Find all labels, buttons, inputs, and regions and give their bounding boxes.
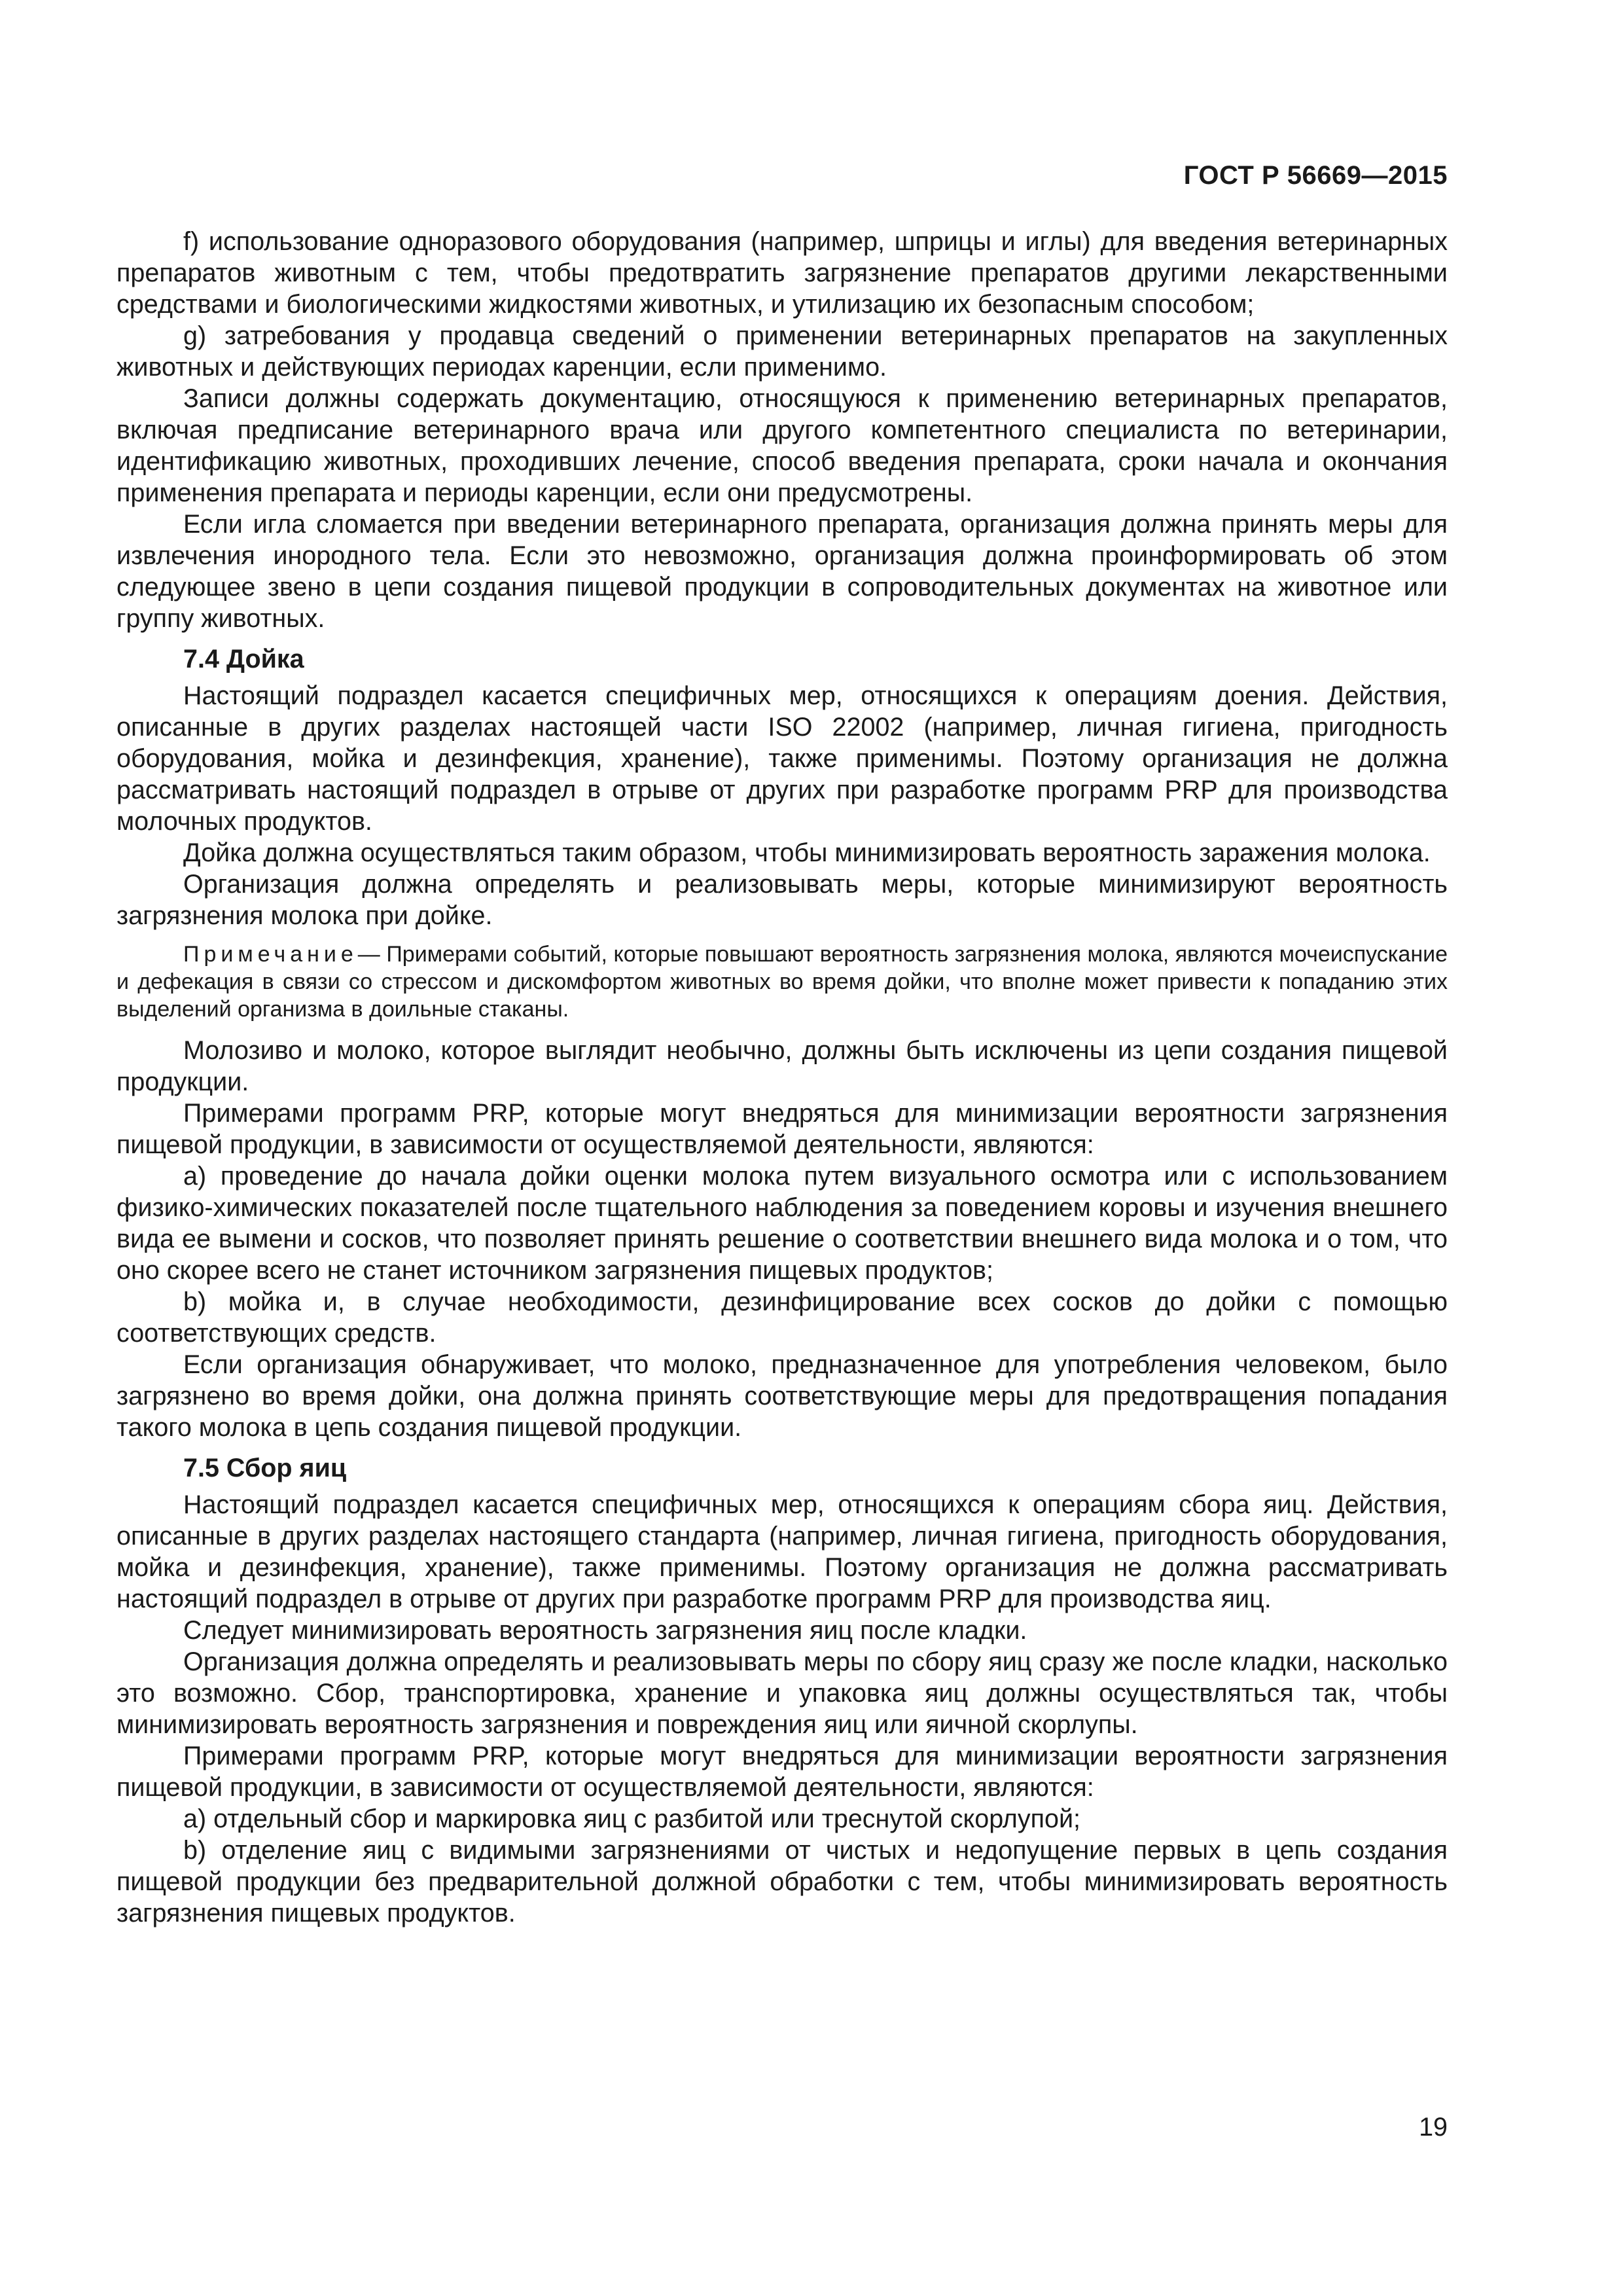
paragraph: Следует минимизировать вероятность загрязнения яиц после кладки. — [183, 1616, 1027, 1645]
paragraph: Настоящий подраздел касается специфичных мер, относящихся к операциям сбора яиц. Действия, описанные в других разделах настоящего стандарта (например, личная гигиена, пригодность оборудования, мойка и дезинфекция, хранение), также применимы. Поэтому организация не должна рассматривать настоящий подраздел в отрыве от других при разработке программ PRP для производства яиц. — [116, 1490, 1448, 1613]
list-item: b) мойка и, в случае необходимости, дезинфицирование всех сосков до дойки с помощью соответствующих средств. — [116, 1287, 1448, 1348]
list-item: b) отделение яиц с видимыми загрязнениями от чистых и недопущение первых в цепь создания пищевой продукции без предварительной должной обработки с тем, чтобы минимизировать вероятность загрязнения пищевых продуктов. — [116, 1836, 1448, 1928]
paragraph: Молозиво и молоко, которое выглядит необычно, должны быть исключены из цепи создания пищевой продукции. — [116, 1036, 1448, 1096]
paragraph: Дойка должна осуществляться таким образом, чтобы минимизировать вероятность заражения молока. — [183, 838, 1431, 867]
section-heading-7-4: 7.4 Дойка — [183, 645, 304, 673]
paragraph: Настоящий подраздел касается специфичных мер, относящихся к операциям доения. Действия, описанные в других разделах настоящей части ISO 22002 (например, личная гигиена, пригодность оборудования, мойка и дезинфекция, хранение), также применимы. Поэтому организация не должна рассматривать настоящий подраздел в отрыве от других при разработке программ PRP для производства молочных продуктов. — [116, 681, 1448, 836]
paragraph: f) использование одноразового оборудования (например, шприцы и иглы) для введения ветеринарных препаратов животным с тем, чтобы предотвратить загрязнение препаратов другими лекарственными средствами и биологическими жидкостями животных, и утилизацию их безопасным способом; — [116, 227, 1448, 319]
section-heading-7-5: 7.5 Сбор яиц — [183, 1454, 347, 1482]
document-body — [116, 226, 1448, 1929]
paragraph: Организация должна определять и реализовывать меры, которые минимизируют вероятность загрязнения молока при дойке. — [116, 870, 1448, 930]
paragraph: Если организация обнаруживает, что молоко, предназначенное для употребления человеком, было загрязнено во время дойки, она должна принять соответствующие меры для предотвращения попадания такого молока в цепь создания пищевой продукции. — [116, 1350, 1448, 1442]
document-page — [116, 0, 1448, 2296]
note-text: — Примерами событий, которые повышают вероятность загрязнения молока, являются мочеиспускание и дефекация в связи со стрессом и дискомфортом животных во время дойки, что вполне может привести к попаданию этих выделений организма в доильные стаканы. — [116, 942, 1448, 1022]
page-number: 19 — [1419, 2113, 1448, 2142]
paragraph: Если игла сломается при введении ветеринарного препарата, организация должна принять меры для извлечения инородного тела. Если это невозможно, организация должна проинформировать об этом следующее звено в цепи создания пищевой продукции в сопроводительных документах на животное или группу животных. — [116, 510, 1448, 633]
list-item: a) проведение до начала дойки оценки молока путем визуального осмотра или с использованием физико-химических показателей после тщательного наблюдения за поведением коровы и изучения внешнего вида ее вымени и сосков, что позволяет принять решение о соответствии внешнего вида молока и о том, что оно скорее всего не станет источником загрязнения пищевых продуктов; — [116, 1162, 1448, 1285]
paragraph: Организация должна определять и реализовывать меры по сбору яиц сразу же после кладки, насколько это возможно. Сбор, транспортировка, хранение и упаковка яиц должны осуществляться так, чтобы минимизировать вероятность загрязнения и повреждения яиц или яичной скорлупы. — [116, 1647, 1448, 1739]
paragraph: Записи должны содержать документацию, относящуюся к применению ветеринарных препаратов, включая предписание ветеринарного врача или другого компетентного специалиста по ветеринарии, идентификацию животных, проходивших лечение, способ введения препарата, сроки начала и окончания применения препарата и периоды каренции, если они предусмотрены. — [116, 384, 1448, 507]
paragraph: Примерами программ PRP, которые могут внедряться для минимизации вероятности загрязнения пищевой продукции, в зависимости от осуществляемой деятельности, являются: — [116, 1099, 1448, 1159]
paragraph: g) затребования у продавца сведений о применении ветеринарных препаратов на закупленных животных и действующих периодах каренции, если применимо. — [116, 321, 1448, 382]
paragraph: Примерами программ PRP, которые могут внедряться для минимизации вероятности загрязнения пищевой продукции, в зависимости от осуществляемой деятельности, являются: — [116, 1742, 1448, 1802]
document-code-header: ГОСТ Р 56669—2015 — [1183, 161, 1448, 190]
note-label: Примечание — [183, 942, 358, 967]
list-item: a) отдельный сбор и маркировка яиц с разбитой или треснутой скорлупой; — [183, 1804, 1081, 1833]
note-block — [116, 941, 1448, 1023]
